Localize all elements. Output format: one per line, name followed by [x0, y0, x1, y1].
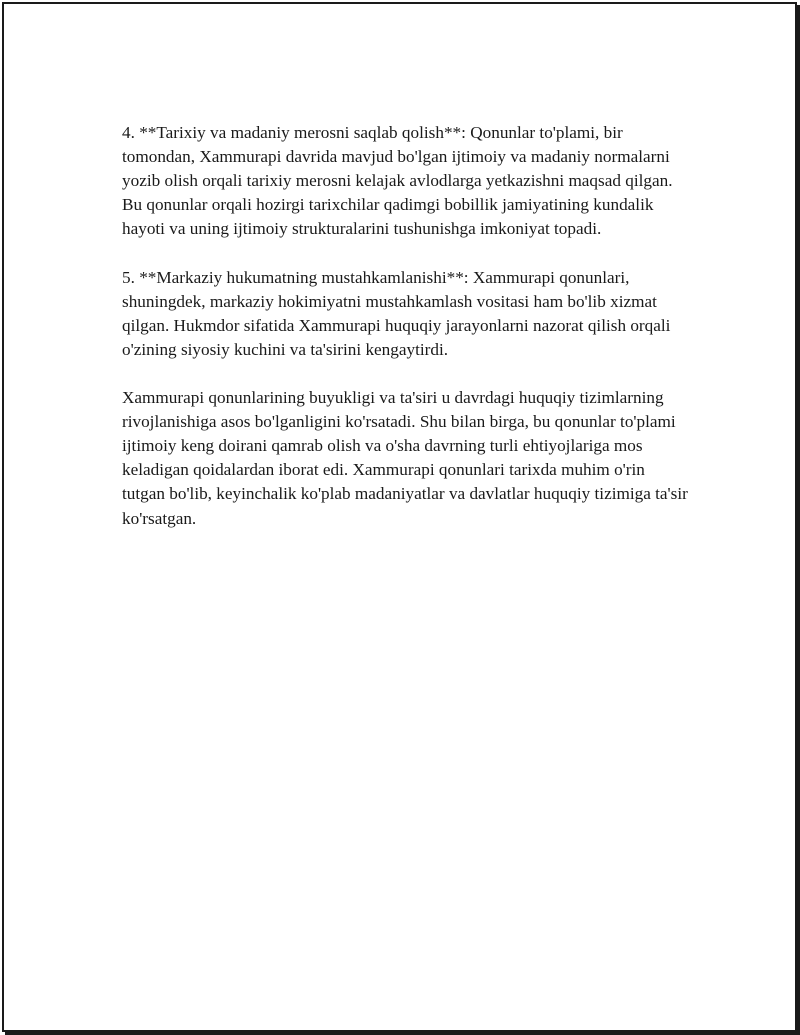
paragraph-conclusion: Xammurapi qonunlarining buyukligi va ta'siri u davrdagi huquqiy tizimlarning rivojlanishiga asos bo'lganligini ko'rsatadi. Shu bilan birga, bu qonunlar to'plami ijtimoiy keng doirani qamrab olish va o'sha davrning turli ehtiyojlariga mos keladigan qoidalardan iborat edi. Xammurapi qonunlari tarixda muhim o'rin tutgan bo'lib, keyinchalik ko'plab madaniyatlar va davlatlar huquqiy tizimiga ta'sir ko'rsatgan. [122, 388, 688, 528]
paragraph-heritage: 4. **Tarixiy va madaniy merosni saqlab qolish**: Qonunlar to'plami, bir tomondan, Xammurapi davrida mavjud bo'lgan ijtimoiy va madaniy normalarni yozib olish orqali tarixiy merosni kelajak avlodlarga yetkazishni maqsad qilgan. Bu qonunlar orqali hozirgi tarixchilar qadimgi bobillik jamiyatining kundalik hayoti va uning ijtimoiy strukturalarini tushunishga imkoniyat topadi. [122, 123, 673, 239]
document-body [122, 121, 692, 555]
document-page [2, 2, 797, 1032]
paragraph-central-government: 5. **Markaziy hukumatning mustahkamlanishi**: Xammurapi qonunlari, shuningdek, markaziy hokimiyatni mustahkamlash vositasi ham bo'lib xizmat qilgan. Hukmdor sifatida Xammurapi huquqiy jarayonlarni nazorat qilish orqali o'zining siyosiy kuchini va ta'sirini kengaytirdi. [122, 267, 671, 359]
